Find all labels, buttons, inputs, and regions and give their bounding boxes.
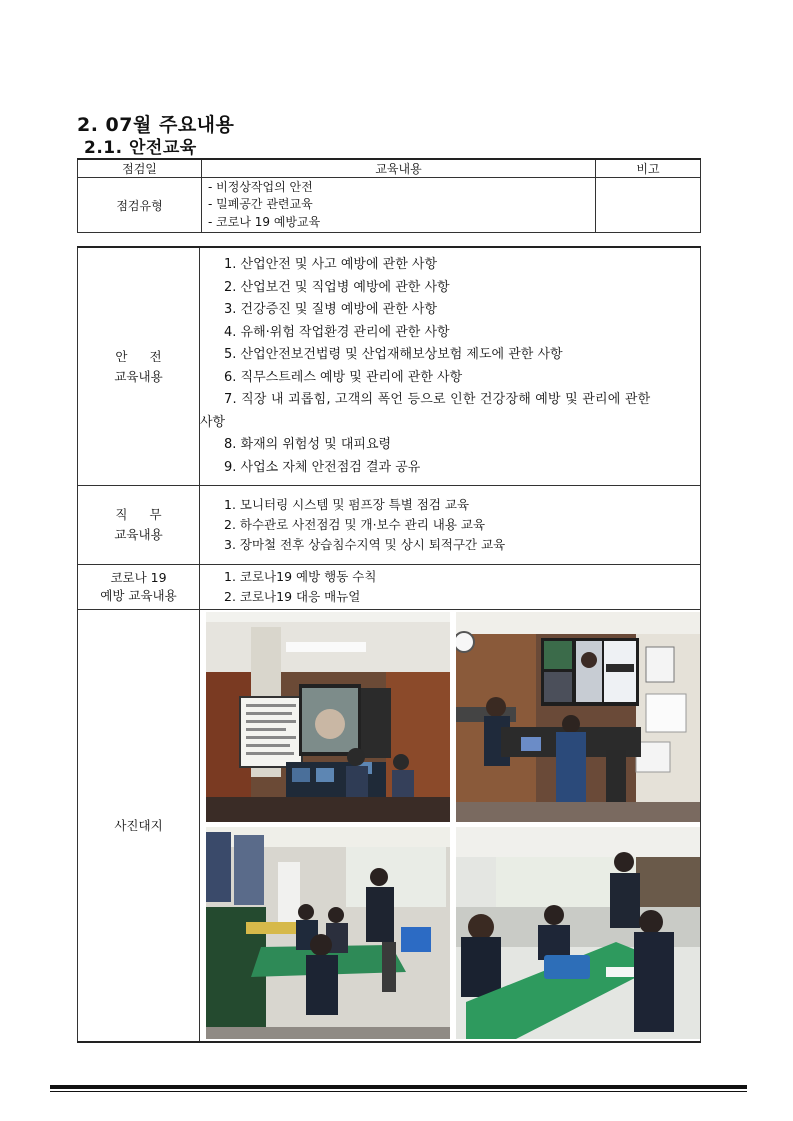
inspection-type-item: - 비정상작업의 안전 <box>208 179 313 194</box>
table-header-row <box>78 159 701 178</box>
header-remarks: 비고 <box>596 159 701 178</box>
list-item: 7. 직장 내 괴롭힘, 고객의 폭언 등으로 인한 건강장해 예방 및 관리에 관한 <box>224 392 651 407</box>
inspection-type-label: 점검유형 <box>78 178 202 233</box>
video-wall-image <box>456 612 700 822</box>
footer-rule-thin <box>50 1091 747 1092</box>
covid-education-list <box>200 565 701 610</box>
photo-board-label: 사진대지 <box>78 610 200 1043</box>
duty-label-line1: 직무 <box>115 507 184 522</box>
inspection-type-item: - 밀폐공간 관련교육 <box>208 197 313 212</box>
section-heading: 2. 07월 주요내용 <box>77 114 235 136</box>
list-item: 9. 사업소 자체 안전점검 결과 공유 <box>224 459 421 475</box>
photo-grid <box>200 610 700 1041</box>
inspection-type-item: - 코로나 19 예방교육 <box>208 214 321 229</box>
covid-education-row <box>78 565 701 610</box>
control-room-image <box>206 612 450 822</box>
photo-row <box>78 610 701 1043</box>
covid-education-label <box>78 565 200 610</box>
photo-office-meeting <box>206 827 450 1039</box>
duty-education-row <box>78 486 701 565</box>
photo-grid-cell <box>200 610 701 1043</box>
list-item-continuation: 사항 <box>200 414 226 430</box>
education-content-table <box>77 246 701 1043</box>
covid-label-line1: 코로나 19 <box>110 570 167 585</box>
safety-label-line2: 교육내용 <box>114 368 163 384</box>
inspection-type-table <box>77 158 701 233</box>
photo-video-wall <box>456 612 700 822</box>
duty-education-list <box>200 486 701 565</box>
list-item: 1. 산업안전 및 사고 예방에 관한 사항 <box>224 257 438 272</box>
header-inspection-date: 점검일 <box>78 159 202 178</box>
inspection-type-row <box>78 178 701 233</box>
list-item: 1. 코로나19 예방 행동 수칙 <box>224 569 377 584</box>
list-item: 3. 장마철 전후 상습침수지역 및 상시 퇴적구간 교육 <box>224 537 506 552</box>
list-item: 5. 산업안전보건법령 및 산업재해보상보험 제도에 관한 사항 <box>224 347 563 362</box>
subsection-heading: 2.1. 안전교육 <box>84 138 197 158</box>
remarks-cell <box>596 178 701 233</box>
safety-education-list <box>200 247 701 486</box>
duty-label-line2: 교육내용 <box>114 527 163 542</box>
photo-control-room <box>206 612 450 822</box>
list-item: 2. 코로나19 대응 매뉴얼 <box>224 589 361 604</box>
list-item: 3. 건강증진 및 질병 예방에 관한 사항 <box>224 302 438 317</box>
duty-education-label <box>78 486 200 565</box>
office-meeting-image <box>206 827 450 1039</box>
inspection-type-list <box>202 178 596 233</box>
photo-meeting-room <box>456 827 700 1039</box>
list-item: 1. 모니터링 시스템 및 펌프장 특별 점검 교육 <box>224 497 470 512</box>
safety-education-label <box>78 247 200 486</box>
list-item: 8. 화재의 위험성 및 대피요령 <box>224 437 392 452</box>
list-item: 6. 직무스트레스 예방 및 관리에 관한 사항 <box>224 369 463 385</box>
safety-education-row <box>78 247 701 486</box>
covid-label-line2: 예방 교육내용 <box>100 588 177 603</box>
footer-rule-thick <box>50 1085 747 1089</box>
list-item: 2. 산업보건 및 직업병 예방에 관한 사항 <box>224 279 450 295</box>
list-item: 2. 하수관로 사전점검 및 개·보수 관리 내용 교육 <box>224 517 486 532</box>
meeting-room-image <box>456 827 700 1039</box>
list-item: 4. 유해·위험 작업환경 관리에 관한 사항 <box>224 324 450 340</box>
header-education-content: 교육내용 <box>202 159 596 178</box>
safety-label-line1: 안전 <box>115 348 184 364</box>
